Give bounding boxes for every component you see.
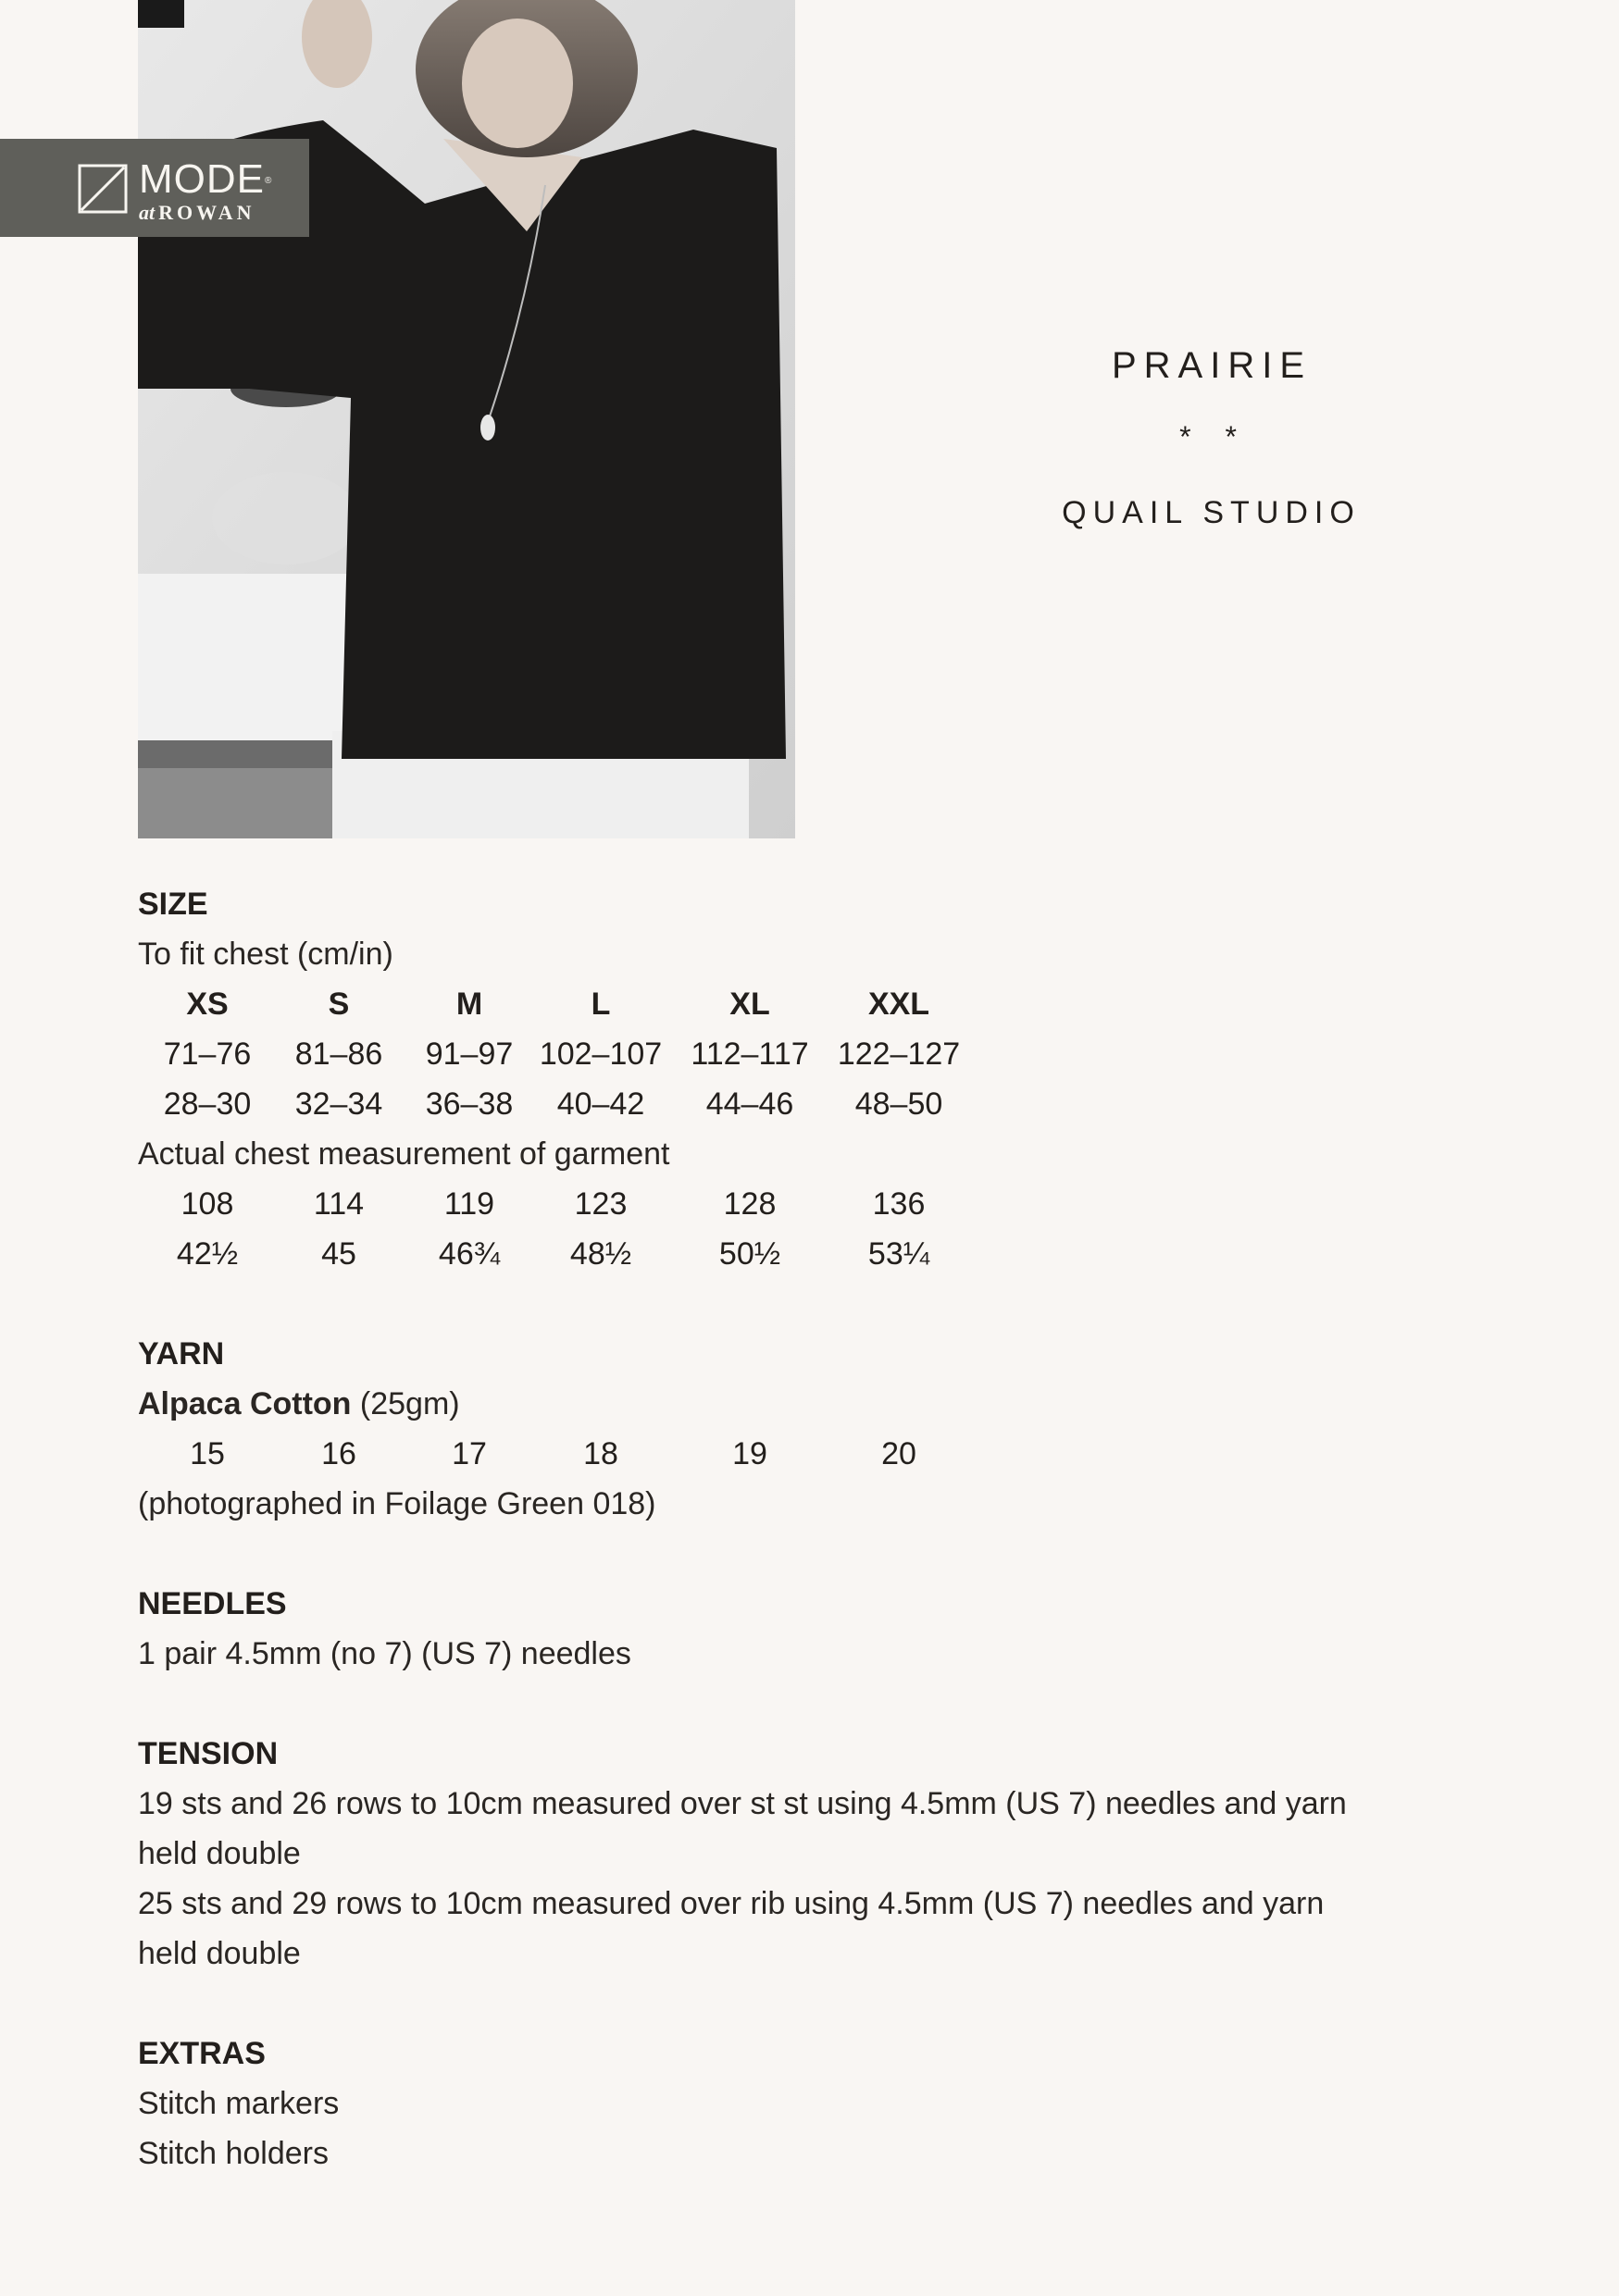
cell: 42½ (176, 1236, 239, 1272)
logo-wordmark (139, 156, 273, 224)
extras-heading: EXTRAS (138, 2036, 266, 2071)
yarn-note: (photographed in Foilage Green 018) (138, 1486, 656, 1521)
logo-rowan-text: ROWAN (158, 201, 255, 224)
cell: 44–46 (705, 1086, 794, 1122)
cell: 122–127 (837, 1036, 961, 1072)
yarn-heading: YARN (138, 1336, 225, 1371)
yarn-line (138, 1379, 1480, 1429)
yarn-weight: (25gm) (359, 1386, 460, 1421)
actual-cm-row (138, 1179, 1480, 1229)
cell: 81–86 (294, 1036, 383, 1072)
needles-line: 1 pair 4.5mm (no 7) (US 7) needles (138, 1636, 631, 1671)
cell: 36–38 (425, 1086, 514, 1122)
logo-mode-text: MODE (139, 156, 265, 202)
size-names-row (138, 979, 1480, 1029)
yarn-name: Alpaca Cotton (138, 1386, 352, 1421)
size-xs: XS (186, 987, 229, 1022)
cell: 48–50 (854, 1086, 943, 1122)
cell: 17 (452, 1436, 487, 1471)
cell: 45 (321, 1236, 356, 1272)
cell: 28–30 (163, 1086, 252, 1122)
cell: 128 (723, 1186, 777, 1222)
size-xxl: XXL (867, 987, 930, 1022)
cell: 108 (181, 1186, 234, 1222)
to-fit-label: To fit chest (cm/in) (138, 937, 393, 972)
tension-line-2-cont: held double (138, 1936, 301, 1971)
needles-heading: NEEDLES (138, 1586, 287, 1621)
actual-chest-label: Actual chest measurement of garment (138, 1136, 670, 1172)
actual-in-row (138, 1229, 1480, 1279)
size-s: S (328, 987, 350, 1022)
size-m: M (455, 987, 483, 1022)
cell: 16 (321, 1436, 356, 1471)
cell: 20 (881, 1436, 916, 1471)
to-fit-cm-row (138, 1029, 1480, 1079)
pattern-title: PRAIRIE (1111, 345, 1313, 386)
cell: 123 (574, 1186, 628, 1222)
size-l: L (591, 987, 611, 1022)
cell: 53¼ (867, 1236, 930, 1272)
cell: 114 (313, 1186, 365, 1222)
cell: 46¾ (438, 1236, 501, 1272)
to-fit-in-row (138, 1079, 1480, 1129)
photo-illustration (138, 0, 795, 838)
brand-logo (0, 139, 309, 237)
cell: 71–76 (163, 1036, 252, 1072)
cell: 91–97 (425, 1036, 514, 1072)
cell: 40–42 (556, 1086, 645, 1122)
difficulty-rating: * * (1179, 420, 1250, 453)
cell: 48½ (569, 1236, 632, 1272)
cell: 19 (732, 1436, 767, 1471)
model-photo (138, 0, 795, 838)
tension-heading: TENSION (138, 1736, 279, 1771)
pattern-title-block (1018, 342, 1398, 531)
size-xl: XL (729, 987, 770, 1022)
cell: 136 (872, 1186, 926, 1222)
registered-mark: ® (265, 176, 273, 186)
cell: 15 (190, 1436, 225, 1471)
cell: 18 (583, 1436, 618, 1471)
yarn-balls-row (138, 1429, 1480, 1479)
cell: 112–117 (691, 1036, 809, 1072)
designer-name: QUAIL STUDIO (1062, 495, 1361, 530)
tension-line-1: 19 sts and 26 rows to 10cm measured over st st using 4.5mm (US 7) needles and yarn (138, 1786, 1347, 1821)
cell: 102–107 (539, 1036, 663, 1072)
tension-line-1-cont: held double (138, 1836, 301, 1871)
cell: 119 (443, 1186, 495, 1222)
size-heading: SIZE (138, 887, 208, 922)
cell: 50½ (718, 1236, 781, 1272)
extras-item: Stitch markers (138, 2086, 340, 2121)
tension-line-2: 25 sts and 29 rows to 10cm measured over rib using 4.5mm (US 7) needles and yarn (138, 1886, 1325, 1921)
logo-at-text: at (139, 201, 156, 224)
extras-item: Stitch holders (138, 2136, 329, 2171)
pattern-details (138, 879, 1480, 2178)
square-diagonal-icon (78, 164, 128, 214)
cell: 32–34 (294, 1086, 383, 1122)
